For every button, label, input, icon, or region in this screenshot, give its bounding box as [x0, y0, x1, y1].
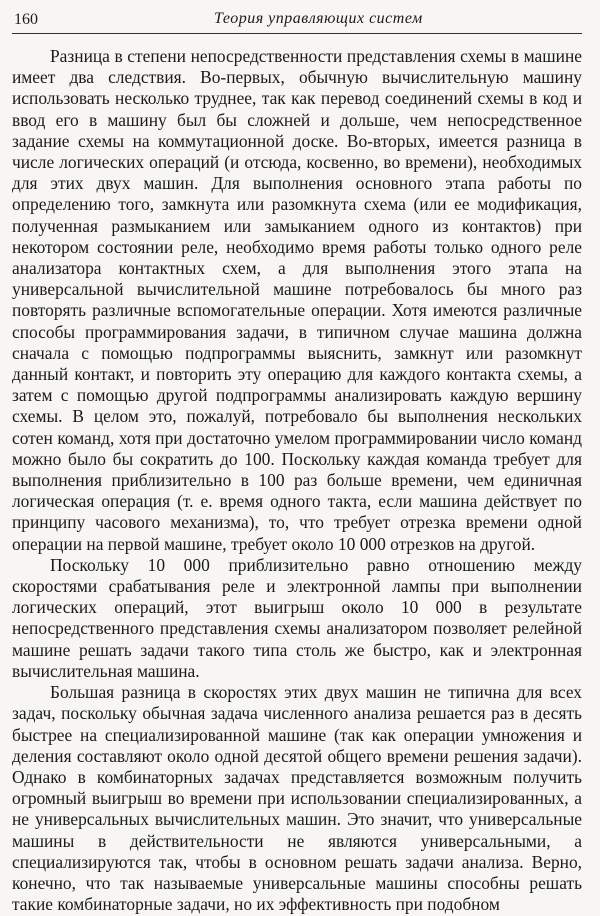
running-title: Теория управляющих систем: [214, 10, 423, 27]
page-header: [12, 6, 582, 32]
paragraph: Большая разница в скоростях этих двух машин не типична для всех задач, поскольку обычная задача численного анализа решается раз в десять быстрее на специализированной машине (так как операции умножения и деления составляют около одной десятой общего времени решения задачи). Однако в комбинаторных задачах представляется возможным получить огромный выигрыш во времени при использовании специализированных, а не универсальных вычислительных машин. Это значит, что универсальные машины в действительности не являются универсальными, а специализируются так, чтобы в основном решать задачи анализа. Верно, конечно, что так называемые универсальные машины способны решать такие комбинаторные задачи, но их эффективность при подобном: [12, 682, 582, 915]
paragraph: Поскольку 10 000 приблизительно равно отношению между скоростями срабатывания реле и электронной лампы при выполнении логических операций, этот выигрыш около 10 000 в результате непосредственного представления схемы анализатором позволяет релейной машине решать задачи такого типа столь же быстро, как и электронная вычислительная машина.: [12, 554, 582, 681]
page-number: 160: [14, 11, 38, 28]
header-rule: [12, 33, 582, 34]
body-text: [12, 46, 582, 915]
paragraph: Разница в степени непосредственности представления схемы в машине имеет два следствия. Во-первых, обычную вычислительную машину использовать несколько труднее, так как перевод соединений схемы в код и ввод его в машину был бы сложней и дольше, чем непосредственное задание схемы на коммутационной доске. Во-вторых, имеется разница в числе логических операций (и отсюда, косвенно, во времени), необходимых для этих двух машин. Для выполнения основного этапа работы по определению того, замкнута или разомкнута схема (или ее модификация, полученная размыканием или замыканием одного из контактов) при некотором состоянии реле, необходимо время работы только одного реле анализатора контактных схем, а для выполнения этого этапа на универсальной вычислительной машине потребовалось бы много раз повторять различные вспомогательные операции. Хотя имеются различные способы программирования задачи, в типичном случае машина должна сначала с помощью подпрограммы выяснить, замкнут или разомкнут данный контакт, и повторить эту операцию для каждого контакта схемы, а затем с помощью другой подпрограммы анализировать каждую вершину схемы. В целом это, пожалуй, потребовало бы выполнения нескольких сотен команд, хотя при достаточно умелом программировании число команд можно было бы сократить до 100. Поскольку каждая команда требует для выполнения приблизительно в 100 раз больше времени, чем единичная логическая операция (т. е. время одного такта, если машина действует по принципу часового механизма), то, что требует отрезка времени одной операции на первой машине, требует около 10 000 отрезков на другой.: [12, 46, 582, 554]
